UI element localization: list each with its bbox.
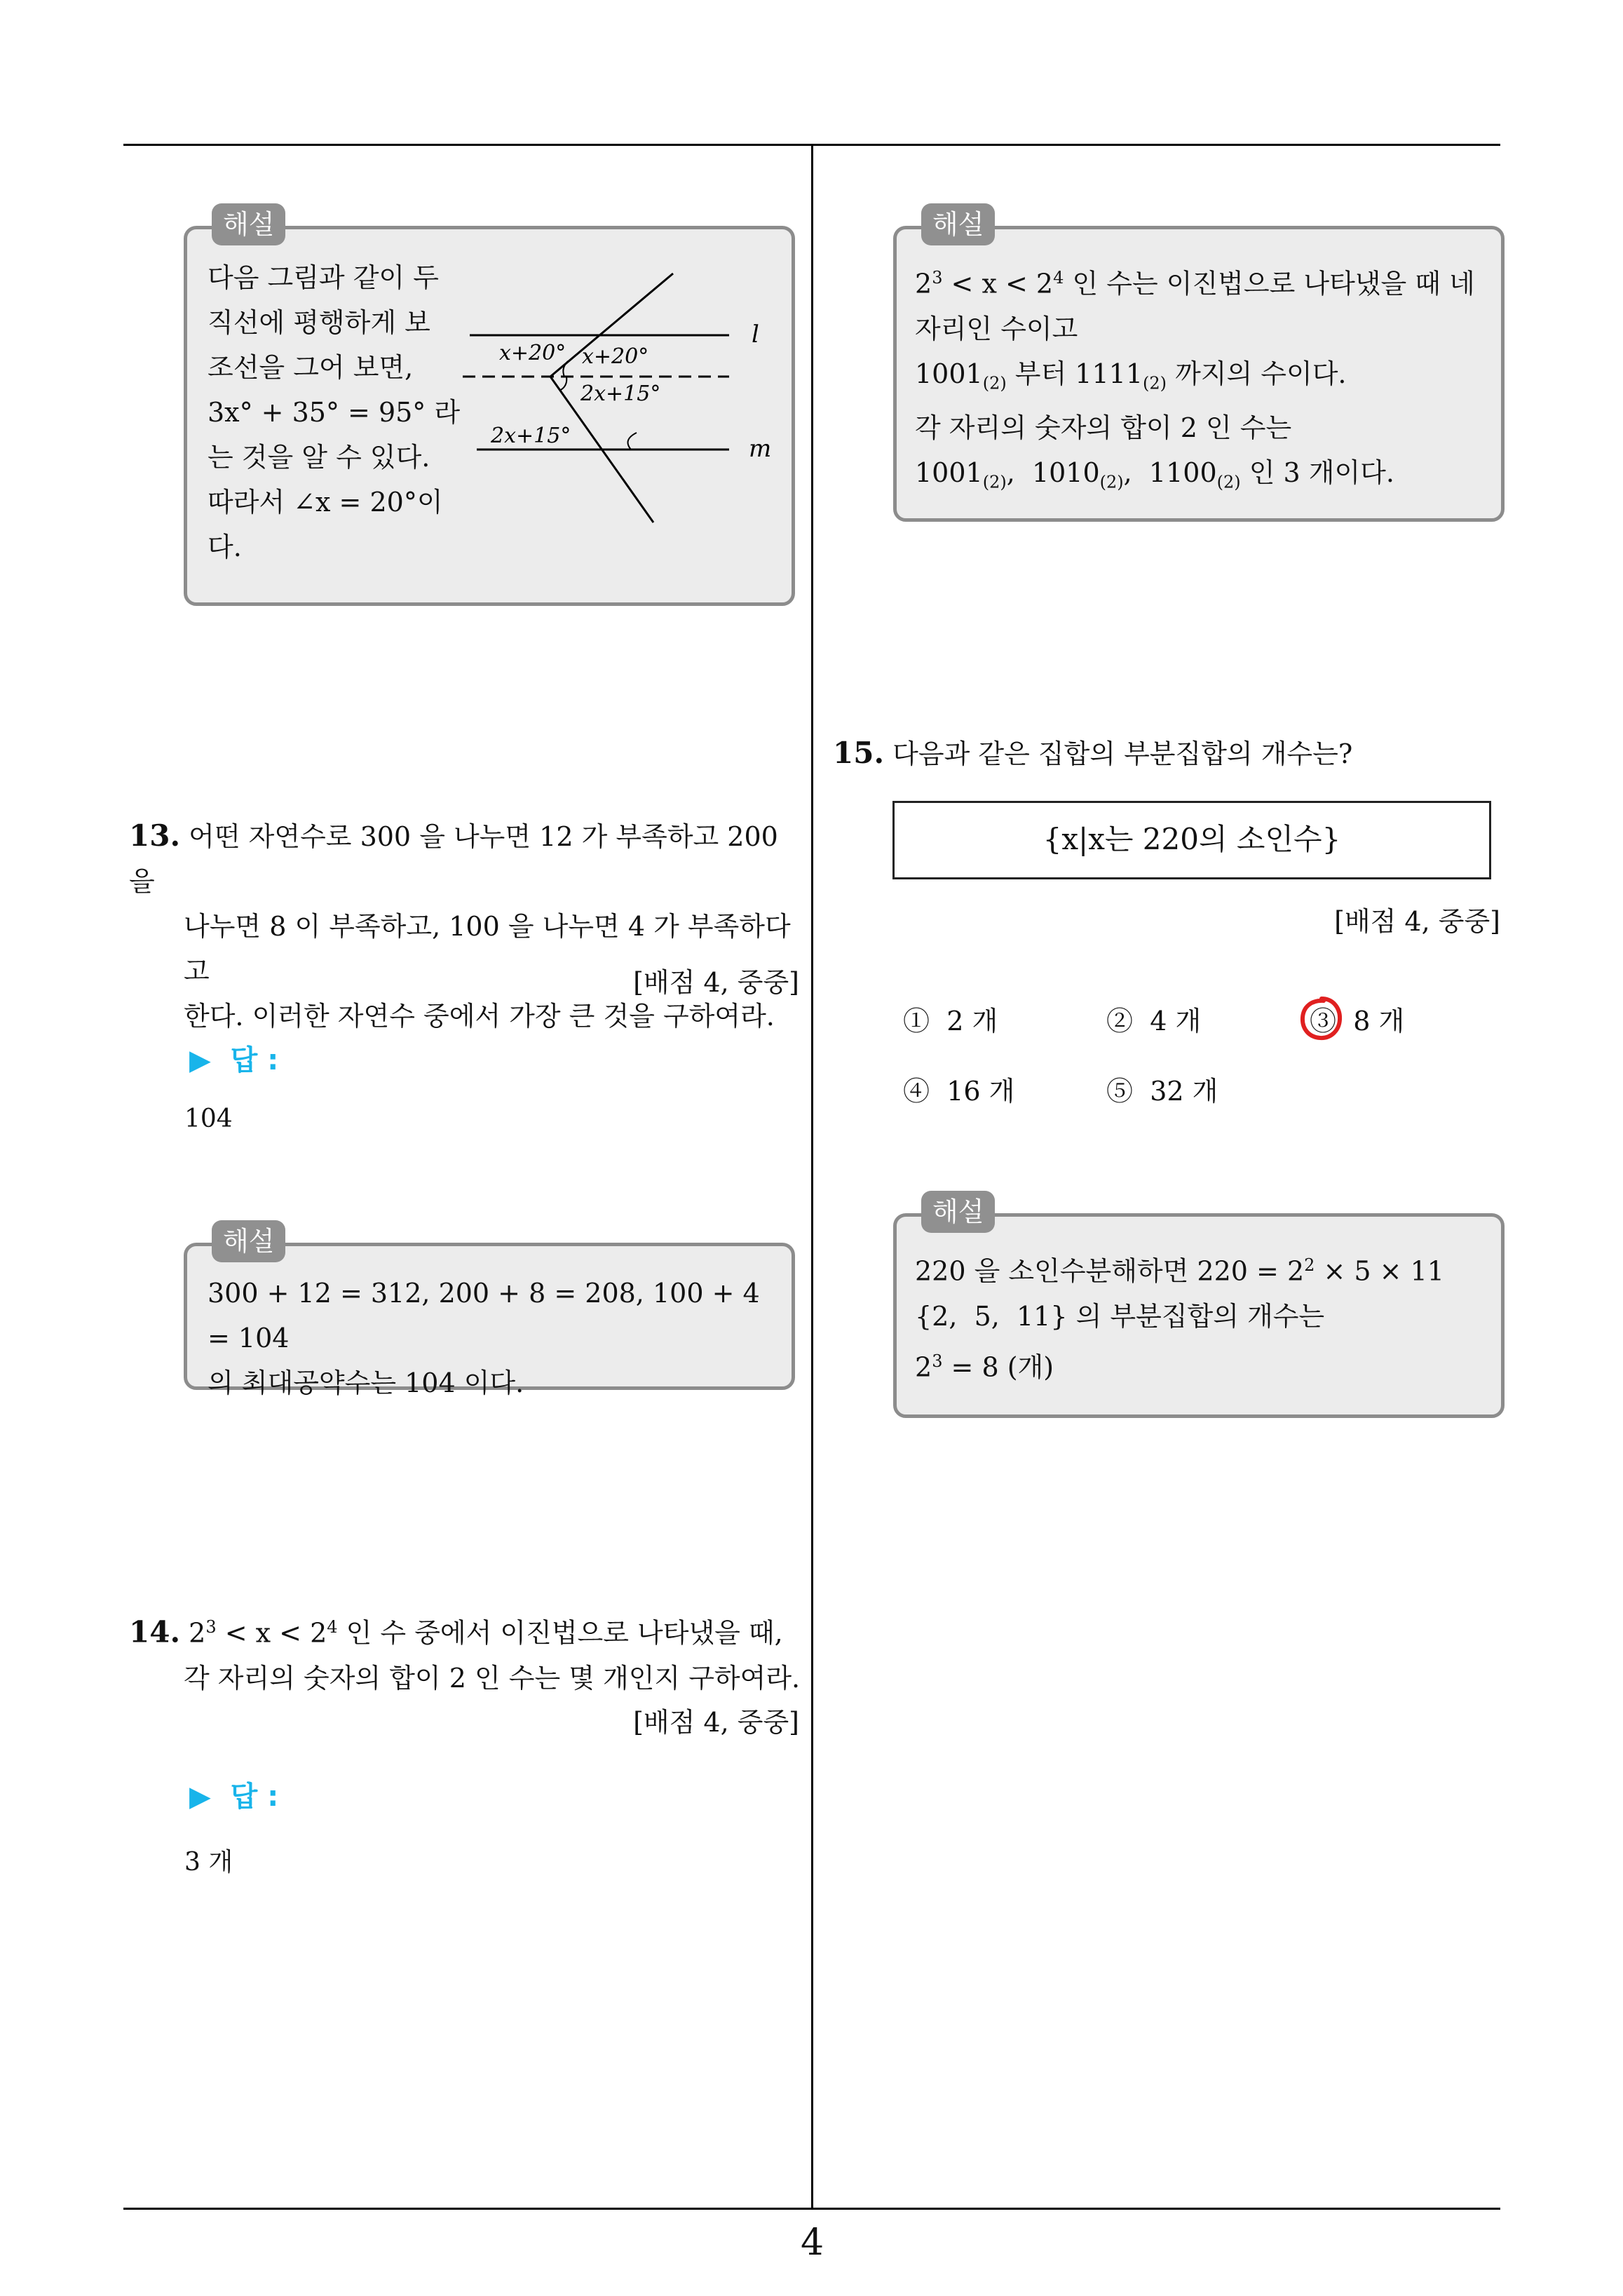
option-text: 2 개 xyxy=(946,1006,998,1036)
q15-question xyxy=(833,731,1492,776)
q15-number: 15. xyxy=(833,736,885,770)
q14-explain-line-4: 각 자리의 숫자의 합이 2 인 수는 xyxy=(915,412,1292,444)
option-text: 32 개 xyxy=(1150,1076,1218,1107)
bottom-rule xyxy=(123,2208,1500,2210)
option-text: 4 개 xyxy=(1150,1006,1202,1036)
q15-option-1[interactable] xyxy=(903,999,998,1038)
q13-line-3: 한다. 이러한 자연수 중에서 가장 큰 것을 구하여라. xyxy=(184,1001,775,1032)
q12-explain-line: 다. xyxy=(208,532,242,562)
math-base: 2 xyxy=(1035,268,1054,299)
option-mark: ③ xyxy=(1310,1006,1337,1036)
q13-explain-tag: 해설 xyxy=(212,1220,285,1262)
q14-answer: 3 개 xyxy=(184,1848,233,1877)
q13-line-2: 나누면 8 이 부족하고, 100 을 나누면 4 가 부족하다고 xyxy=(184,911,791,987)
option-mark: ④ xyxy=(903,1076,930,1107)
q14-explain-line-3 xyxy=(915,351,1490,406)
q13-text-1: 어떤 자연수로 300 을 나누면 12 가 부족하고 200 을 xyxy=(129,821,778,897)
math-base: 2 xyxy=(915,268,932,299)
q14-answer-label xyxy=(189,1774,278,1814)
q15-explain-line-1 xyxy=(915,1243,1490,1294)
explain-text: × 5 × 11 xyxy=(1315,1255,1444,1287)
answer-arrow-icon: ▶ xyxy=(189,1781,211,1813)
explain-text: 인 3 개이다. xyxy=(1240,457,1394,489)
explain-text: 인 수는 이진법으로 나타냈을 때 네 xyxy=(1064,268,1475,299)
option-text: 8 개 xyxy=(1353,1006,1405,1036)
option-mark: ⑤ xyxy=(1106,1076,1134,1107)
math-ineq: < x < xyxy=(942,268,1036,299)
q14-ineq: < x < xyxy=(216,1617,311,1649)
binary-number: , 1010 xyxy=(1006,457,1100,489)
binary-number: , 1100 xyxy=(1123,457,1217,489)
explain-text: 220 을 소인수분해하면 220 = 2 xyxy=(915,1255,1305,1287)
q15-explain-text xyxy=(915,1243,1490,1389)
q15-explain-tag: 해설 xyxy=(921,1191,995,1233)
q15-explain-line-3 xyxy=(915,1339,1490,1390)
explain-text: 부터 xyxy=(1006,358,1075,389)
answer-label: 답 : xyxy=(230,1044,279,1076)
angle-arc-middle xyxy=(559,377,566,391)
answer-label: 답 : xyxy=(230,1781,279,1813)
q12-figure xyxy=(463,263,771,529)
q15-option-4[interactable] xyxy=(903,1069,1014,1108)
explain-text: = 8 (개) xyxy=(942,1351,1054,1383)
q12-explain-line: 직선에 평행하게 보 xyxy=(208,307,430,338)
circle-stroke xyxy=(1303,999,1340,1038)
q13-answer: 104 xyxy=(184,1105,233,1133)
q14-question xyxy=(129,1605,802,1701)
base-subscript: (2) xyxy=(1099,472,1124,492)
q12-explain-line: 조선을 그어 보면, xyxy=(208,352,414,383)
column-divider xyxy=(811,144,813,2209)
angle-label-right-top: x+20° xyxy=(582,344,649,369)
q12-explain-text xyxy=(208,255,474,569)
q13-number: 13. xyxy=(129,818,181,853)
math-exp: 4 xyxy=(1053,268,1064,288)
q12-explain-line: 3x° + 35° = 95° 라 xyxy=(208,397,461,428)
q13-question xyxy=(129,813,802,1039)
q14-explain-line-1 xyxy=(915,255,1490,306)
option-text: 16 개 xyxy=(946,1076,1015,1107)
q15-set-box: {x|x는 220의 소인수} xyxy=(892,801,1491,879)
label-m: m xyxy=(749,435,771,463)
q14-base-1: 2 xyxy=(189,1617,206,1649)
q15-meta: [배점 4, 중중] xyxy=(1334,906,1500,937)
angle-arc-bottom xyxy=(628,433,637,450)
q14-exp-1: 3 xyxy=(205,1617,217,1637)
q14-number: 14. xyxy=(129,1614,181,1649)
q14-line-1 xyxy=(129,1605,802,1656)
q14-base-2: 2 xyxy=(310,1617,327,1649)
math-exp: 2 xyxy=(1304,1255,1315,1275)
q15-option-2[interactable] xyxy=(1106,999,1201,1038)
q13-explain-line: 의 최대공약수는 104 이다. xyxy=(208,1368,524,1398)
q12-explain-line: 다음 그림과 같이 두 xyxy=(208,262,439,293)
q15-text: 다음과 같은 집합의 부분집합의 개수는? xyxy=(892,738,1353,769)
selected-answer-circle xyxy=(1297,994,1346,1044)
angle-label-left-bottom: 2x+15° xyxy=(491,424,571,448)
base-subscript: (2) xyxy=(1143,373,1167,393)
option-mark: ② xyxy=(1106,1006,1134,1036)
angle-label-right-bottom: 2x+15° xyxy=(580,381,661,406)
math-base: 2 xyxy=(915,1351,932,1383)
q13-explain-line: 300 + 12 = 312, 200 + 8 = 208, 100 + 4 = 104 xyxy=(208,1278,760,1353)
label-l: l xyxy=(752,320,759,349)
q14-explain-tag: 해설 xyxy=(921,203,995,245)
q12-explain-line: 따라서 ∠x = 20°이 xyxy=(208,487,443,518)
base-subscript: (2) xyxy=(1216,472,1241,492)
q14-exp-2: 4 xyxy=(327,1617,338,1637)
q14-explain-text xyxy=(915,255,1490,505)
q12-explain-tag: 해설 xyxy=(212,203,285,245)
binary-number: 1111 xyxy=(1075,358,1143,389)
q14-meta: [배점 4, 중중] xyxy=(633,1707,799,1738)
explain-text: 까지의 수이다. xyxy=(1167,358,1347,389)
binary-number: 1001 xyxy=(915,358,983,389)
q14-explain-line-2: 자리인 수이고 xyxy=(915,313,1078,344)
math-exp: 3 xyxy=(932,268,943,288)
q15-option-5[interactable] xyxy=(1106,1069,1218,1108)
q14-line-2: 각 자리의 숫자의 합이 2 인 수는 몇 개인지 구하여라. xyxy=(184,1662,801,1694)
option-mark: ① xyxy=(903,1006,930,1036)
q14-explain-line-5 xyxy=(915,450,1490,505)
q15-explain-line-2: {2, 5, 11} 의 부분집합의 개수는 xyxy=(915,1300,1325,1332)
q12-explain-line: 는 것을 알 수 있다. xyxy=(208,442,430,473)
q14-text-1: 인 수 중에서 이진법으로 나타냈을 때, xyxy=(337,1617,783,1649)
q13-line-1 xyxy=(129,813,802,904)
math-exp: 3 xyxy=(932,1351,943,1371)
q13-explain-text xyxy=(208,1271,782,1405)
angle-label-left-top: x+20° xyxy=(499,341,566,365)
base-subscript: (2) xyxy=(982,373,1007,393)
q13-answer-label xyxy=(189,1038,278,1078)
answer-arrow-icon: ▶ xyxy=(189,1044,211,1076)
page-number: 4 xyxy=(801,2222,824,2264)
binary-number: 1001 xyxy=(915,457,983,489)
base-subscript: (2) xyxy=(982,472,1007,492)
q13-meta: [배점 4, 중중] xyxy=(633,967,799,998)
